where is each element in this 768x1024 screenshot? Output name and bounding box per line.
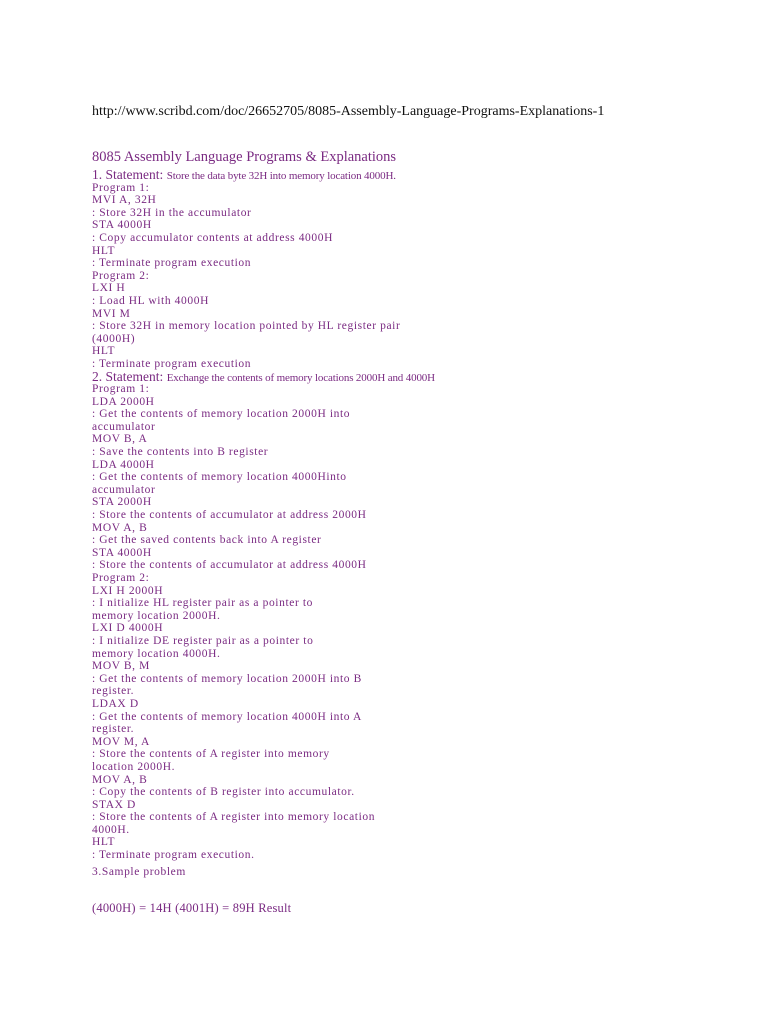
program-line: : Save the contents into B register	[92, 446, 269, 459]
program-line: MVI A, 32H	[92, 194, 157, 207]
program-line: : Store the contents of accumulator at address 4000H	[92, 559, 367, 572]
program-line: MOV B, A	[92, 433, 148, 446]
program-line: MVI M	[92, 307, 131, 320]
program-line: 4000H.	[92, 823, 130, 836]
program-line: MOV B, M	[92, 660, 150, 673]
program-line: : Get the contents of memory location 2000H into	[92, 408, 351, 421]
statement-2	[92, 368, 732, 384]
program-line: LDA 2000H	[92, 395, 155, 408]
program-line: : Terminate program execution	[92, 357, 252, 370]
program-line: : Get the contents of memory location 4000H into A	[92, 710, 362, 723]
program-line: register.	[92, 723, 135, 736]
program-line: MOV A, B	[92, 773, 148, 786]
program-line: accumulator	[92, 420, 156, 433]
program-line: LXI H	[92, 282, 126, 295]
program-line: LDAX D	[92, 697, 139, 710]
program-line: Program 2:	[92, 572, 150, 584]
program-line: : Store the contents of A register into memory	[92, 748, 330, 761]
program-line: Program 1:	[92, 181, 150, 194]
program-line: MOV A, B	[92, 521, 148, 534]
program-line: HLT	[92, 345, 116, 358]
program-line: accumulator	[92, 483, 156, 496]
program-line: : Store 32H in the accumulator	[92, 206, 252, 219]
statement-text: Exchange the contents of memory locations 2000H and 4000H	[166, 371, 435, 384]
program-line: (4000H)	[92, 332, 136, 345]
statement-number: 1. Statement:	[92, 167, 164, 182]
program-line: Program 2:	[92, 269, 150, 282]
program-line: STA 2000H	[92, 496, 152, 509]
program-line: HLT	[92, 244, 116, 257]
program-line: : Copy the contents of B register into accumulator.	[92, 786, 355, 799]
program-line: LDA 4000H	[92, 458, 155, 471]
program-line: register.	[92, 685, 135, 698]
program-line: : Get the saved contents back into A register	[92, 534, 322, 547]
statement-text: Store the data byte 32H into memory location 4000H.	[166, 170, 396, 182]
program-line: memory location 2000H.	[92, 609, 221, 622]
source-url: http://www.scribd.com/doc/26652705/8085-Assembly-Language-Programs-Explanations-1	[92, 104, 605, 119]
document-title: 8085 Assembly Language Programs & Explanations	[92, 149, 397, 165]
program-line: : Copy accumulator contents at address 4000H	[92, 231, 334, 244]
sample-result-line: (4000H) = 14H (4001H) = 89H Result	[92, 901, 292, 915]
program-line: : Get the contents of memory location 4000Hinto	[92, 471, 347, 484]
program-block-1	[92, 182, 732, 371]
document-body	[92, 169, 732, 862]
program-line: LXI H 2000H	[92, 584, 164, 597]
program-line: Program 1:	[92, 383, 150, 396]
program-line: : Store the contents of A register into memory location	[92, 811, 376, 824]
statement-number: 2. Statement:	[92, 368, 164, 384]
program-line: LXI D 4000H	[92, 622, 164, 635]
program-line: STAX D	[92, 798, 136, 811]
sample-problem-heading: 3.Sample problem	[92, 866, 186, 878]
program-line: : Terminate program execution	[92, 257, 252, 270]
program-line: : Get the contents of memory location 2000H into B	[92, 672, 362, 685]
program-line: memory location 4000H.	[92, 647, 221, 660]
program-line: STA 4000H	[92, 219, 152, 232]
program-line: : Load HL with 4000H	[92, 294, 209, 307]
program-line: STA 4000H	[92, 546, 152, 559]
program-block-2	[92, 383, 732, 862]
program-line: : I nitialize HL register pair as a pointer to	[92, 597, 314, 610]
program-line: MOV M, A	[92, 735, 150, 748]
program-line: : Store 32H in memory location pointed by HL register pair	[92, 320, 401, 333]
program-line: : Store the contents of accumulator at address 2000H	[92, 509, 367, 522]
statement-1	[92, 169, 732, 182]
program-line: location 2000H.	[92, 760, 176, 773]
program-line: HLT	[92, 836, 116, 849]
program-line: : I nitialize DE register pair as a pointer to	[92, 634, 314, 647]
program-line: : Terminate program execution.	[92, 849, 255, 862]
